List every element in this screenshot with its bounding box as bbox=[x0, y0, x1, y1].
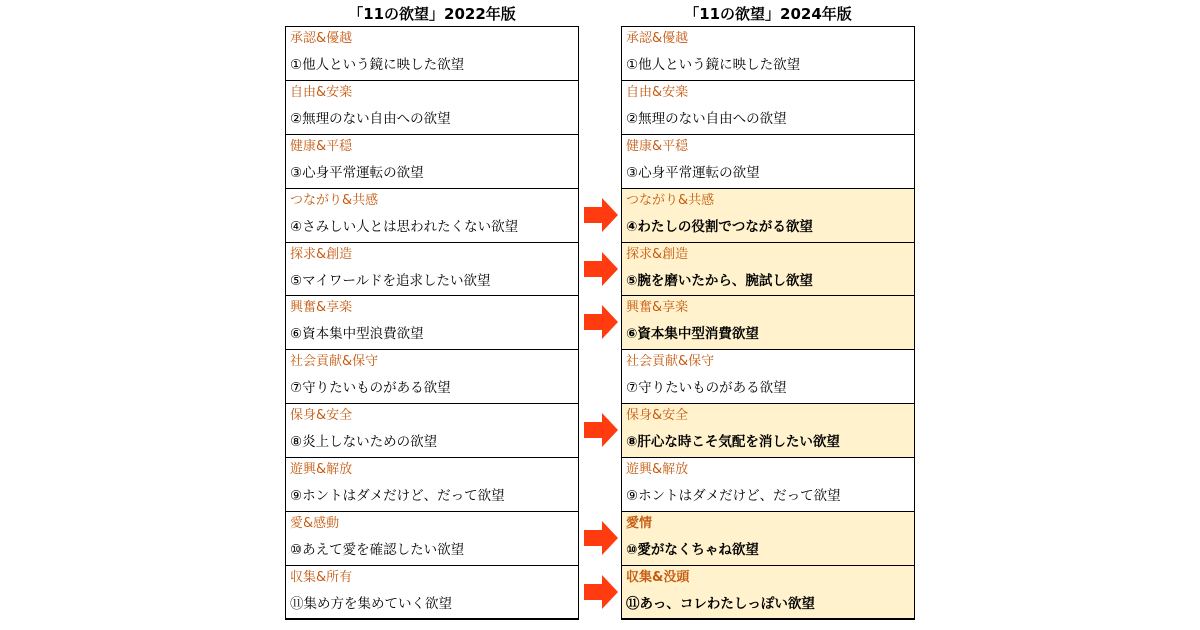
desire-row bbox=[286, 27, 578, 81]
desire-category: 探求&創造 bbox=[626, 246, 689, 262]
desire-category: 自由&安楽 bbox=[290, 84, 353, 100]
desire-text: ③心身平常運転の欲望 bbox=[290, 164, 424, 181]
desire-category: 興奮&享楽 bbox=[290, 300, 353, 316]
desire-table-2024 bbox=[621, 26, 915, 620]
desire-text: ①他人という鏡に映した欲望 bbox=[626, 57, 801, 73]
desire-row bbox=[286, 189, 578, 243]
desire-text: ③心身平常運転の欲望 bbox=[626, 164, 760, 181]
desire-text: ⑨ホントはダメだけど、だって欲望 bbox=[290, 488, 505, 505]
desire-row bbox=[286, 512, 578, 566]
desire-text: ⑦守りたいものがある欲望 bbox=[626, 380, 787, 397]
desire-text: ⑪あっ、コレわたしっぽい欲望 bbox=[626, 595, 815, 612]
desire-row bbox=[622, 458, 914, 512]
desire-text: ④さみしい人とは思われたくない欲望 bbox=[290, 218, 519, 235]
desire-category: 興奮&享楽 bbox=[626, 300, 689, 316]
desire-row bbox=[622, 189, 914, 243]
desire-category: 保身&安全 bbox=[626, 408, 689, 424]
desire-category: 愛情 bbox=[626, 516, 653, 532]
desire-text: ⑥資本集中型浪費欲望 bbox=[290, 326, 424, 343]
desire-category: 健康&平穏 bbox=[626, 138, 689, 154]
right-arrow-icon bbox=[584, 575, 618, 609]
title-2024: 「11の欲望」2024年版 bbox=[684, 5, 852, 23]
desire-text: ⑤マイワールドを追求したい欲望 bbox=[290, 272, 491, 289]
desire-row bbox=[622, 404, 914, 458]
desire-row bbox=[622, 566, 914, 620]
desire-category: 承認&優越 bbox=[626, 31, 689, 46]
desire-category: 収集&所有 bbox=[290, 569, 353, 585]
desire-category: 探求&創造 bbox=[290, 246, 353, 262]
desire-category: 社会貢献&保守 bbox=[626, 354, 715, 370]
desire-text: ⑤腕を磨いたから、腕試し欲望 bbox=[626, 272, 813, 289]
desire-category: 社会貢献&保守 bbox=[290, 354, 379, 370]
desire-text: ⑧肝心な時こそ気配を消したい欲望 bbox=[626, 434, 840, 451]
desire-text: ②無理のない自由への欲望 bbox=[290, 110, 451, 127]
desire-row bbox=[622, 81, 914, 135]
desire-category: 収集&没頭 bbox=[626, 569, 690, 585]
desire-row bbox=[622, 27, 914, 81]
desire-category: 健康&平穏 bbox=[290, 138, 353, 154]
desire-row bbox=[286, 243, 578, 297]
desire-category: 自由&安楽 bbox=[626, 84, 689, 100]
desire-row bbox=[622, 296, 914, 350]
desire-category: 承認&優越 bbox=[290, 31, 353, 46]
desire-text: ⑩愛がなくちゃね欲望 bbox=[626, 542, 759, 559]
desire-category: 愛&感動 bbox=[290, 516, 340, 532]
desire-text: ②無理のない自由への欲望 bbox=[626, 110, 787, 127]
desire-text: ⑦守りたいものがある欲望 bbox=[290, 380, 451, 397]
desire-row bbox=[286, 350, 578, 404]
desire-row bbox=[286, 458, 578, 512]
desire-row bbox=[622, 135, 914, 189]
right-arrow-icon bbox=[584, 198, 618, 232]
desire-row bbox=[622, 512, 914, 566]
right-arrow-icon bbox=[584, 252, 618, 286]
desire-text: ④わたしの役割でつながる欲望 bbox=[626, 218, 813, 235]
desire-text: ①他人という鏡に映した欲望 bbox=[290, 57, 465, 73]
desire-row bbox=[286, 404, 578, 458]
desire-category: つながり&共感 bbox=[290, 192, 379, 208]
desire-category: つながり&共感 bbox=[626, 192, 715, 208]
right-arrow-icon bbox=[584, 413, 618, 447]
desire-category: 保身&安全 bbox=[290, 408, 353, 424]
desire-text: ⑧炎上しないための欲望 bbox=[290, 434, 438, 451]
desire-row bbox=[286, 81, 578, 135]
right-arrow-icon bbox=[584, 305, 618, 339]
desire-category: 遊興&解放 bbox=[626, 462, 689, 478]
desire-row bbox=[286, 296, 578, 350]
desire-text: ⑪集め方を集めていく欲望 bbox=[290, 595, 452, 612]
title-2022: 「11の欲望」2022年版 bbox=[348, 5, 516, 23]
desire-row bbox=[622, 243, 914, 297]
desire-row bbox=[622, 350, 914, 404]
desire-category: 遊興&解放 bbox=[290, 462, 353, 478]
desire-row bbox=[286, 566, 578, 620]
desire-text: ⑨ホントはダメだけど、だって欲望 bbox=[626, 488, 841, 505]
desire-text: ⑩あえて愛を確認したい欲望 bbox=[290, 542, 465, 559]
desire-row bbox=[286, 135, 578, 189]
desire-table-2022 bbox=[285, 26, 579, 620]
desire-text: ⑥資本集中型消費欲望 bbox=[626, 326, 759, 343]
right-arrow-icon bbox=[584, 521, 618, 555]
